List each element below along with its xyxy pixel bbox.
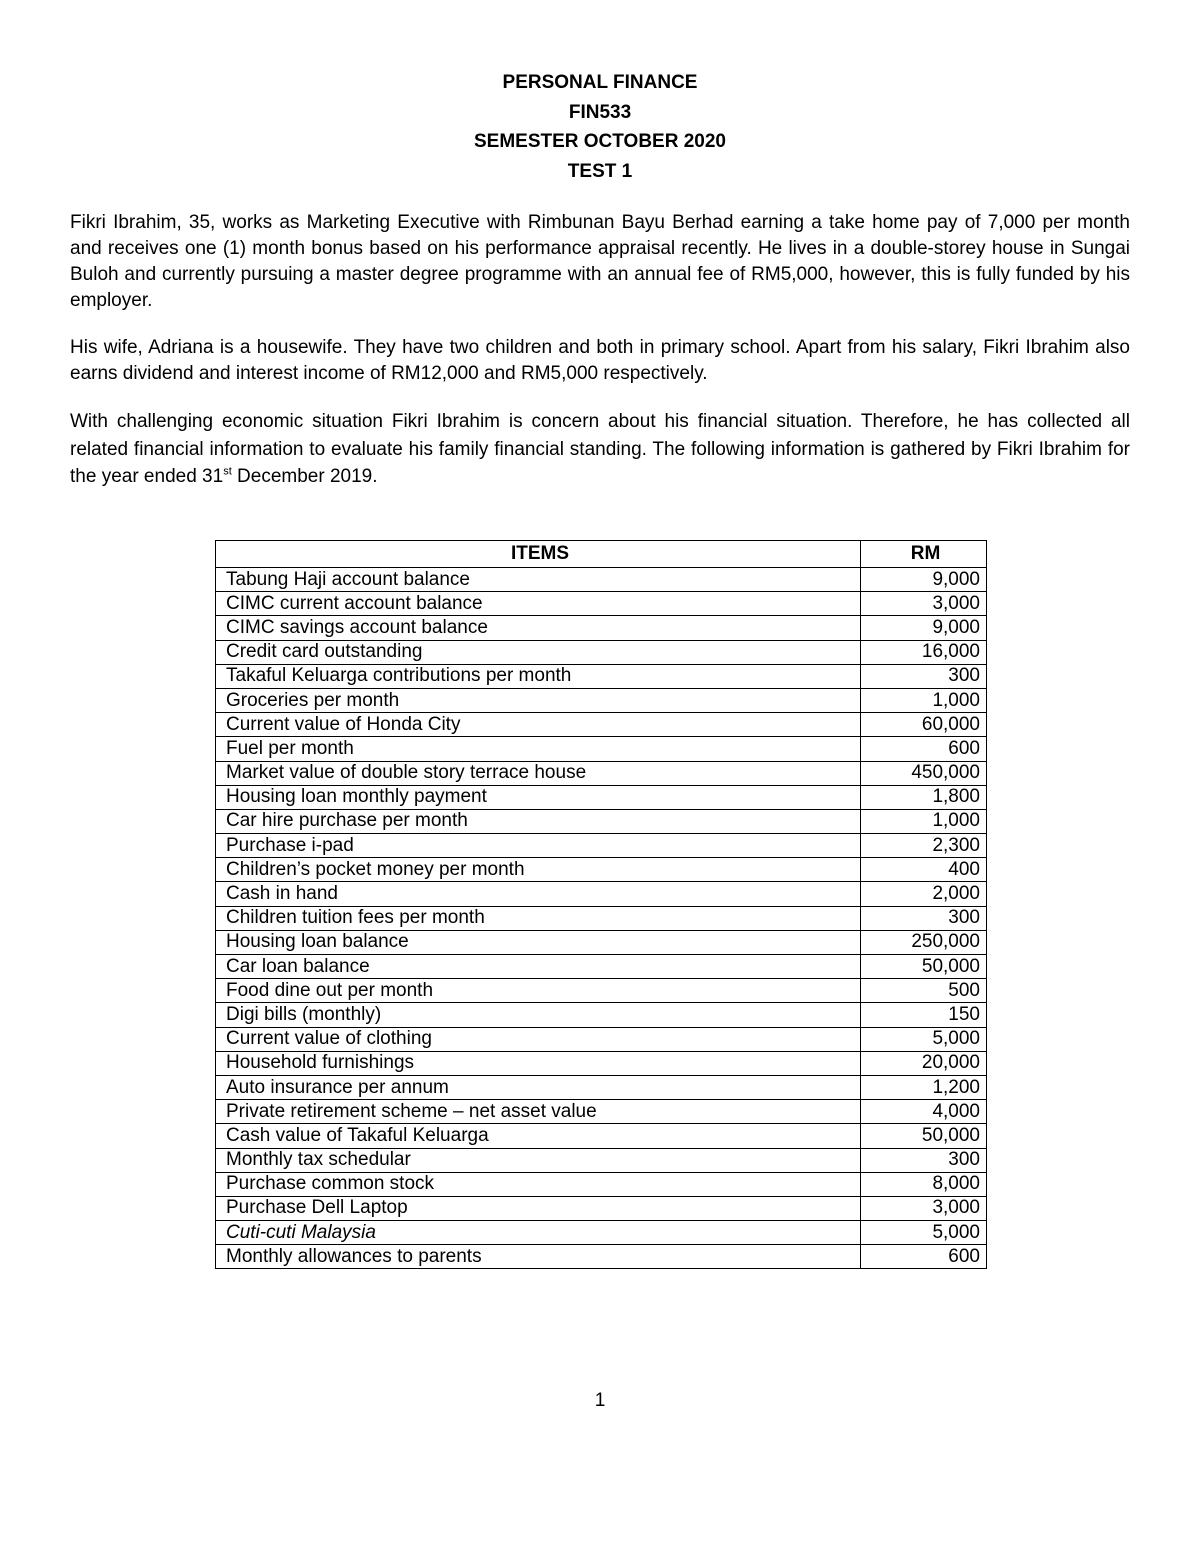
amount-cell: 50,000 bbox=[861, 1124, 987, 1148]
amount-cell: 5,000 bbox=[861, 1027, 987, 1051]
amount-cell: 150 bbox=[861, 1003, 987, 1027]
paragraph-background: Fikri Ibrahim, 35, works as Marketing Executive with Rimbunan Bayu Berhad earning a take home pay of 7,000 per month and receives one (1) month bonus based on his performance appraisal recently. He lives in a double-storey house in Sungai Buloh and currently pursuing a master degree programme with an annual fee of RM5,000, however, this is fully funded by his employer. bbox=[70, 212, 1130, 311]
table-row bbox=[216, 906, 987, 930]
item-cell: Car hire purchase per month bbox=[216, 809, 861, 833]
amount-cell: 1,800 bbox=[861, 785, 987, 809]
table-row bbox=[216, 1221, 987, 1245]
item-cell: Car loan balance bbox=[216, 955, 861, 979]
amount-cell: 300 bbox=[861, 906, 987, 930]
table-row bbox=[216, 1196, 987, 1220]
amount-cell: 9,000 bbox=[861, 616, 987, 640]
amount-cell: 3,000 bbox=[861, 1196, 987, 1220]
amount-cell: 300 bbox=[861, 1148, 987, 1172]
table-row bbox=[216, 834, 987, 858]
table-row bbox=[216, 688, 987, 712]
paragraph-family: His wife, Adriana is a housewife. They have two children and both in primary school. Apart from his salary, Fikri Ibrahim also earns dividend and interest income of RM12,000 and RM5,000 respectively. bbox=[70, 337, 1130, 384]
amount-cell: 5,000 bbox=[861, 1221, 987, 1245]
table-row bbox=[216, 858, 987, 882]
amount-cell: 1,200 bbox=[861, 1075, 987, 1099]
item-cell: Credit card outstanding bbox=[216, 640, 861, 664]
course-code: FIN533 bbox=[568, 101, 632, 123]
item-cell: CIMC savings account balance bbox=[216, 616, 861, 640]
amount-cell: 60,000 bbox=[861, 713, 987, 737]
course-title: PERSONAL FINANCE bbox=[502, 72, 698, 93]
item-cell: Purchase common stock bbox=[216, 1172, 861, 1196]
amount-cell: 2,300 bbox=[861, 834, 987, 858]
table-row bbox=[216, 568, 987, 592]
amount-cell: 50,000 bbox=[861, 955, 987, 979]
table-row bbox=[216, 640, 987, 664]
amount-cell: 300 bbox=[861, 664, 987, 688]
item-cell: Auto insurance per annum bbox=[216, 1075, 861, 1099]
amount-cell: 450,000 bbox=[861, 761, 987, 785]
table-row bbox=[216, 664, 987, 688]
item-cell: CIMC current account balance bbox=[216, 592, 861, 616]
amount-cell: 600 bbox=[861, 737, 987, 761]
amount-cell: 4,000 bbox=[861, 1100, 987, 1124]
semester-label: SEMESTER OCTOBER 2020 bbox=[473, 131, 726, 152]
table-row bbox=[216, 785, 987, 809]
rm-column-header: RM bbox=[861, 541, 987, 568]
table-row bbox=[216, 1027, 987, 1051]
table-row bbox=[216, 882, 987, 906]
item-cell: Housing loan monthly payment bbox=[216, 785, 861, 809]
table-row bbox=[216, 761, 987, 785]
item-cell: Takaful Keluarga contributions per month bbox=[216, 664, 861, 688]
table-row bbox=[216, 809, 987, 833]
item-cell: Purchase Dell Laptop bbox=[216, 1196, 861, 1220]
amount-cell: 250,000 bbox=[861, 930, 987, 954]
paragraph-situation bbox=[70, 408, 1130, 491]
amount-cell: 500 bbox=[861, 979, 987, 1003]
item-cell: Current value of clothing bbox=[216, 1027, 861, 1051]
amount-cell: 20,000 bbox=[861, 1051, 987, 1075]
ordinal-suffix: st bbox=[223, 465, 232, 478]
item-cell: Children tuition fees per month bbox=[216, 906, 861, 930]
item-cell: Food dine out per month bbox=[216, 979, 861, 1003]
paragraph-situation-main: With challenging economic situation Fikri Ibrahim is concern about his financial situation. Therefore, he has collected all related financial information to evaluate his family financial standing. The following information is gathered by Fikri Ibrahim for the year ended 31 bbox=[70, 411, 1130, 487]
item-cell: Digi bills (monthly) bbox=[216, 1003, 861, 1027]
paragraph-situation-end: December 2019. bbox=[231, 466, 378, 487]
item-cell: Current value of Honda City bbox=[216, 713, 861, 737]
item-cell: Cuti-cuti Malaysia bbox=[216, 1221, 861, 1245]
table-row bbox=[216, 713, 987, 737]
table-row bbox=[216, 1075, 987, 1099]
item-cell: Private retirement scheme – net asset value bbox=[216, 1100, 861, 1124]
amount-cell: 8,000 bbox=[861, 1172, 987, 1196]
amount-cell: 1,000 bbox=[861, 809, 987, 833]
item-cell: Fuel per month bbox=[216, 737, 861, 761]
amount-cell: 9,000 bbox=[861, 568, 987, 592]
item-cell: Cash in hand bbox=[216, 882, 861, 906]
item-cell: Housing loan balance bbox=[216, 930, 861, 954]
table-row bbox=[216, 930, 987, 954]
amount-cell: 600 bbox=[861, 1245, 987, 1269]
item-cell: Monthly allowances to parents bbox=[216, 1245, 861, 1269]
table-row bbox=[216, 955, 987, 979]
amount-cell: 16,000 bbox=[861, 640, 987, 664]
table-row bbox=[216, 1245, 987, 1269]
item-cell: Monthly tax schedular bbox=[216, 1148, 861, 1172]
amount-cell: 2,000 bbox=[861, 882, 987, 906]
table-row bbox=[216, 1003, 987, 1027]
financial-items-table bbox=[215, 540, 987, 1269]
table-row bbox=[216, 1100, 987, 1124]
table-row bbox=[216, 1051, 987, 1075]
table-row bbox=[216, 1124, 987, 1148]
table-row bbox=[216, 616, 987, 640]
document-header bbox=[0, 68, 1200, 186]
item-cell: Cash value of Takaful Keluarga bbox=[216, 1124, 861, 1148]
table-row bbox=[216, 979, 987, 1003]
page-number: 1 bbox=[594, 1390, 606, 1411]
table-row bbox=[216, 737, 987, 761]
item-cell: Market value of double story terrace house bbox=[216, 761, 861, 785]
item-cell: Children’s pocket money per month bbox=[216, 858, 861, 882]
table-row bbox=[216, 1148, 987, 1172]
item-cell: Groceries per month bbox=[216, 688, 861, 712]
table-row bbox=[216, 592, 987, 616]
amount-cell: 1,000 bbox=[861, 688, 987, 712]
table-header-row bbox=[216, 541, 987, 568]
item-cell: Household furnishings bbox=[216, 1051, 861, 1075]
amount-cell: 3,000 bbox=[861, 592, 987, 616]
items-column-header: ITEMS bbox=[216, 541, 861, 568]
test-label: TEST 1 bbox=[567, 160, 633, 182]
table-row bbox=[216, 1172, 987, 1196]
item-cell: Tabung Haji account balance bbox=[216, 568, 861, 592]
item-cell: Purchase i-pad bbox=[216, 834, 861, 858]
amount-cell: 400 bbox=[861, 858, 987, 882]
